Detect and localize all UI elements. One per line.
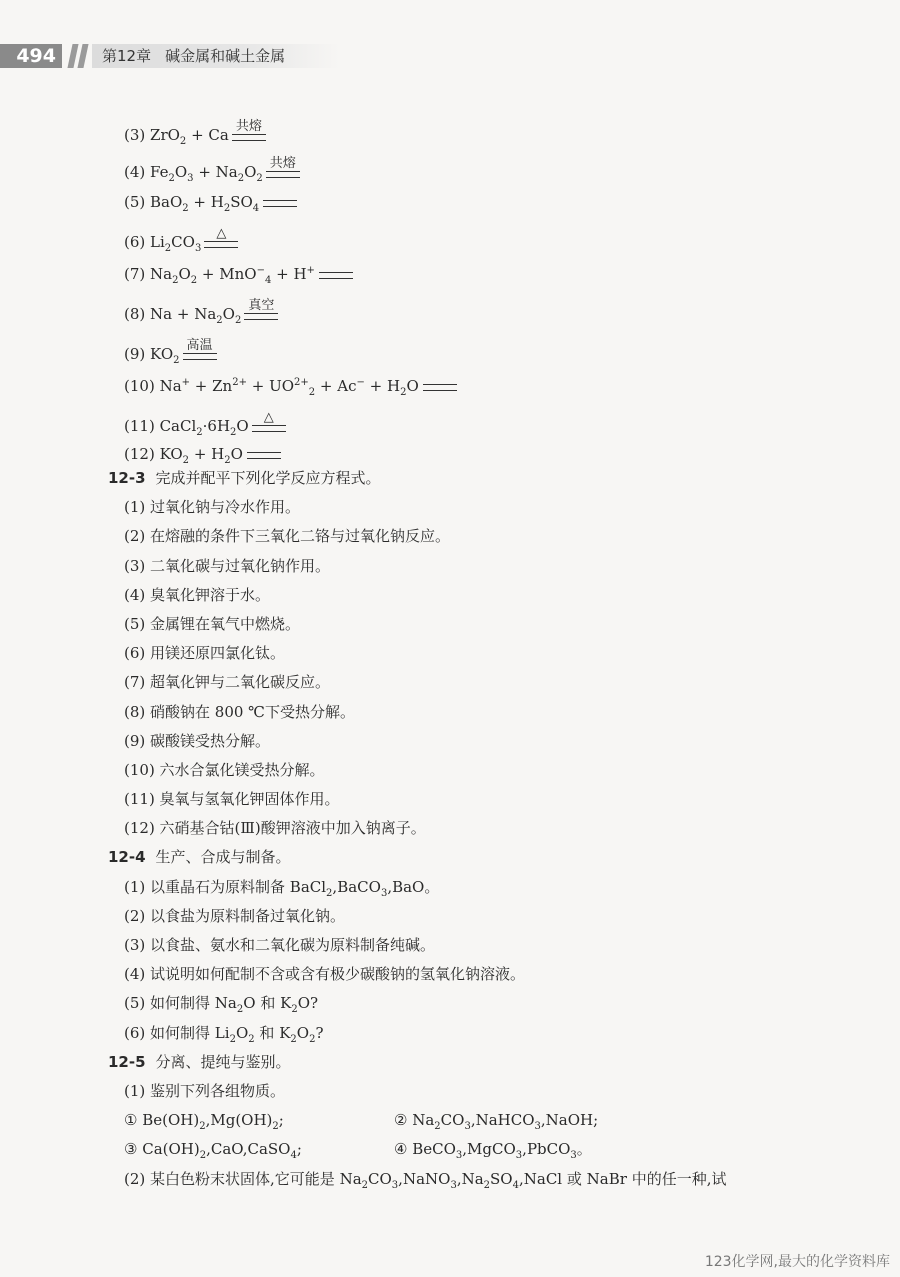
list-item: (10) 六水合氯化镁受热分解。	[124, 760, 325, 779]
header-stripe	[67, 44, 78, 68]
item-label: (9)	[124, 345, 146, 363]
list-item: (3) 二氧化碳与过氧化钠作用。	[124, 556, 331, 575]
item-label: (10)	[124, 377, 155, 395]
equation-8: (8) $Na + Na_2O_2$ 真空	[124, 284, 844, 324]
problem-heading: 12-4 生产、合成与制备。	[108, 848, 291, 867]
list-item: (11) 臭氧与氢氧化钾固体作用。	[124, 790, 340, 809]
item-label: (8)	[124, 305, 146, 323]
item-label: (7)	[124, 265, 146, 283]
list-item: (5) 如何制得 $Na_2O$ 和 $K_2O$?	[124, 994, 319, 1016]
list-item: ③ $Ca(OH)_2,CaO,CaSO_4$; ④ BeCO$_3$,MgCO$_3$,PbCO$_3$。	[124, 1140, 592, 1162]
equation-9: (9) $KO_2$ 高温	[124, 324, 844, 364]
list-item: (4) 试说明如何配制不含或含有极少碳酸钠的氢氧化钠溶液。	[124, 965, 526, 984]
item-label: (4)	[124, 163, 146, 181]
page-number: 494	[0, 44, 62, 68]
list-item: (6) 用镁还原四氯化钛。	[124, 644, 286, 663]
equals-sign	[423, 384, 457, 391]
chapter-number: 第12章	[102, 47, 152, 65]
list-item: (1) 鉴别下列各组物质。	[124, 1081, 286, 1100]
list-item: (2) 某白色粉末状固体,它可能是 $Na_2CO_3,NaNO_3,Na_2SO_4,NaCl$ 或 NaBr 中的任一种,试	[124, 1169, 727, 1191]
watermark-text: 123化学网,最大的化学资料库	[704, 1254, 890, 1270]
list-item: (6) 如何制得 $Li_2O_2$ 和 $K_2O_2$?	[124, 1023, 324, 1045]
problem-heading: 12-5 分离、提纯与鉴别。	[108, 1052, 291, 1071]
list-item: (8) 硝酸钠在 800 ℃下受热分解。	[124, 702, 355, 721]
item-label: (3)	[124, 126, 146, 144]
list-item: (3) 以食盐、氨水和二氧化碳为原料制备纯碱。	[124, 936, 436, 954]
equation-11: (11) $CaCl_2\cdot 6H_2O$ △	[124, 396, 844, 436]
reaction-condition: 真空	[248, 298, 275, 313]
equation-6: (6) $Li_2CO_3$ △	[124, 212, 844, 252]
reaction-condition: 高温	[186, 338, 213, 353]
item-label: (11)	[124, 417, 155, 435]
list-item: (7) 超氧化钾与二氧化碳反应。	[124, 673, 331, 692]
page-content	[108, 108, 844, 1194]
list-item: (2) 以食盐为原料制备过氧化钠。	[124, 906, 346, 925]
list-item: (1) 以重晶石为原料制备 BaCl$_2$,BaCO$_3$,BaO。	[124, 877, 440, 899]
equation-7: (7) $Na_2O_2 + MnO^-_4 + H^+$	[124, 252, 844, 284]
reaction-condition: 共熔	[235, 119, 262, 134]
equation-5: (5) $BaO_2 + H_2SO_4$	[124, 182, 844, 212]
list-item: (1) 过氧化钠与冷水作用。	[124, 498, 301, 517]
item-label: (5)	[124, 193, 146, 211]
list-item: (4) 臭氧化钾溶于水。	[124, 585, 271, 604]
chapter-heading	[92, 44, 340, 68]
item-label: (12)	[124, 445, 155, 463]
equation-10: (10) $Na^+ + Zn^{2+} + UO^{2+}_2 + Ac^- + H_2O$	[124, 364, 844, 396]
problem-heading: 12-3 完成并配平下列化学反应方程式。	[108, 469, 381, 487]
equals-sign	[247, 452, 281, 459]
list-item: (5) 金属锂在氧气中燃烧。	[124, 614, 301, 633]
reaction-condition: 共熔	[269, 156, 296, 171]
list-item: (2) 在熔融的条件下三氧化二铬与过氧化钠反应。	[124, 527, 451, 546]
reaction-condition: △	[263, 410, 274, 425]
item-label: (6)	[124, 233, 146, 251]
equals-sign	[319, 272, 353, 279]
header-stripe	[77, 44, 88, 68]
equation-4: (4) $Fe_2O_3 + Na_2O_2$ 共熔	[124, 145, 844, 182]
chapter-title: 碱金属和碱土金属	[165, 47, 286, 65]
list-item: (12) 六硝基合钴(Ⅲ)酸钾溶液中加入钠离子。	[124, 819, 426, 838]
equals-sign	[263, 200, 297, 207]
list-item: (9) 碳酸镁受热分解。	[124, 731, 271, 750]
reaction-condition: △	[216, 226, 227, 241]
equation-3: (3) ZrO$_2$ + Ca 共熔	[124, 108, 844, 145]
list-item: ① $Be(OH)_2,Mg(OH)_2$; ② $Na_2CO_3,NaHCO_3,NaOH$;	[124, 1111, 599, 1133]
page-header	[0, 44, 340, 68]
equation-12: (12) $KO_2 + H_2O$	[124, 436, 844, 464]
